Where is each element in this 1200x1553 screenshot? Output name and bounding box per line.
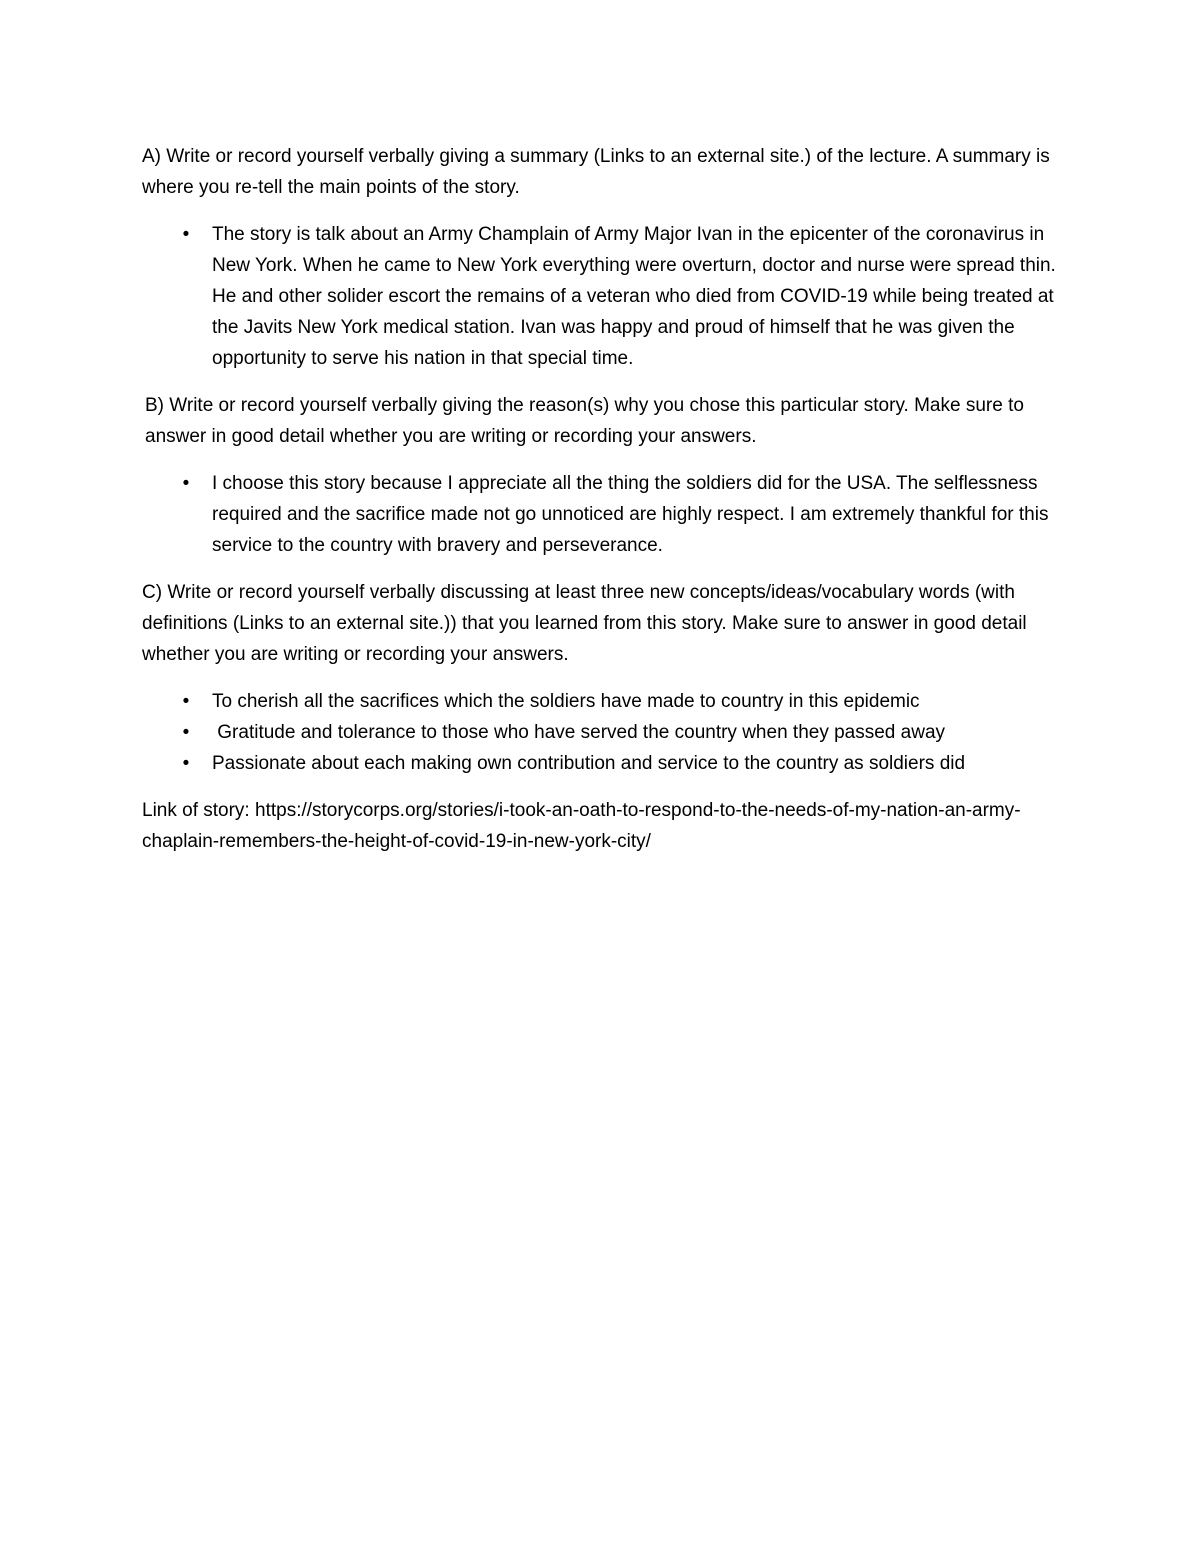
bullet-icon: • [182,722,190,743]
section-c-answer-3 [182,748,1062,779]
section-a-prompt: A) Write or record yourself verbally giving a summary (Links to an external site.) of the lecture. A summary is where you re-tell the main points of the story. [142,146,1050,198]
story-link-label: Link of story: [142,800,250,821]
answer-text: I choose this story because I appreciate all the thing the soldiers did for the USA. The selflessness required and the sacrifice made not go unnoticed are highly respect. I am extremely thankful for this service to the country with bravery and perseverance. [212,473,1049,556]
section-b-answer [182,468,1062,561]
bullet-icon: • [182,753,190,774]
story-link-line [142,795,1062,857]
answer-text: Gratitude and tolerance to those who have served the country when they passed away [212,722,946,743]
bullet-icon: • [182,691,190,712]
answer-text: The story is talk about an Army Champlain of Army Major Ivan in the epicenter of the coronavirus in New York. When he came to New York everything were overturn, doctor and nurse were spread thin. He and other solider escort the remains of a veteran who died from COVID-19 while being treated at the Javits New York medical station. Ivan was happy and proud of himself that he was given the opportunity to serve his nation in that special time. [212,224,1056,369]
answer-text: Passionate about each making own contribution and service to the country as soldiers did [212,753,966,774]
section-c-answer-list [142,686,1062,779]
story-link-url[interactable]: https://storycorps.org/stories/i-took-an-oath-to-respond-to-the-needs-of-my-nation-an-army-chaplain-remembers-the-height-of-covid-19-in-new-york-city/ [142,800,1021,852]
section-b-answer-list [142,468,1062,561]
bullet-icon: • [182,224,190,245]
section-b-prompt: B) Write or record yourself verbally giving the reason(s) why you chose this particular story. Make sure to answer in good detail whether you are writing or recording your answers. [145,395,1024,447]
section-c-answer-2 [182,717,1062,748]
section-a-answer-list [142,219,1062,374]
bullet-icon: • [182,473,190,494]
section-a-answer [182,219,1062,374]
answer-text: To cherish all the sacrifices which the soldiers have made to country in this epidemic [212,691,920,712]
document-body [142,141,1062,857]
section-c-answer-1 [182,686,1062,717]
section-c-prompt: C) Write or record yourself verbally discussing at least three new concepts/ideas/vocabulary words (with definitions (Links to an external site.)) that you learned from this story. Make sure to answer in good detail whether you are writing or recording your answers. [142,582,1027,665]
